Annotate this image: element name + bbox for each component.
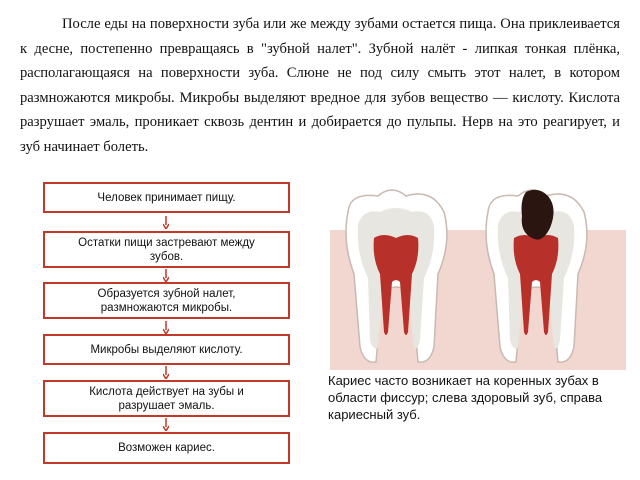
intro-paragraph: После еды на поверхности зуба или же между зубами остается пища. Она приклеивается к десне, постепенно превращаясь в "зубной налет". Зубной налёт - липкая тонкая плёнка, располагающаяся на поверхности зуба. Слюне не под силу смыть этот налет, в котором размножаются микробы. Микробы выделяют вредное для зубов вещество — кислоту. Кислота разрушает эмаль, проникает сквозь дентин и добирается до пульпы. Нерв на это реагирует, и зуб начинает болеть. <box>20 16 620 155</box>
flow-step-4: Микробы выделяют кислоту. <box>43 334 290 365</box>
flow-step-6: Возможен кариес. <box>43 432 290 464</box>
flow-arrow-5 <box>163 418 169 431</box>
flow-arrow-4 <box>163 366 169 379</box>
flow-arrow-2 <box>163 269 169 282</box>
flow-arrow-1 <box>163 216 169 229</box>
flow-arrow-3 <box>163 321 169 334</box>
flow-step-3: Образуется зубной налет, размножаются микробы. <box>43 282 290 319</box>
flow-step-5: Кислота действует на зубы и разрушает эмаль. <box>43 380 290 417</box>
tooth-illustration <box>320 182 628 370</box>
illustration-caption: Кариес часто возникает на коренных зубах в области фиссур; слева здоровый зуб, справа кариесный зуб. <box>328 373 603 422</box>
flow-step-1: Человек принимает пищу. <box>43 182 290 213</box>
flow-step-2: Остатки пищи застревают между зубов. <box>43 231 290 268</box>
